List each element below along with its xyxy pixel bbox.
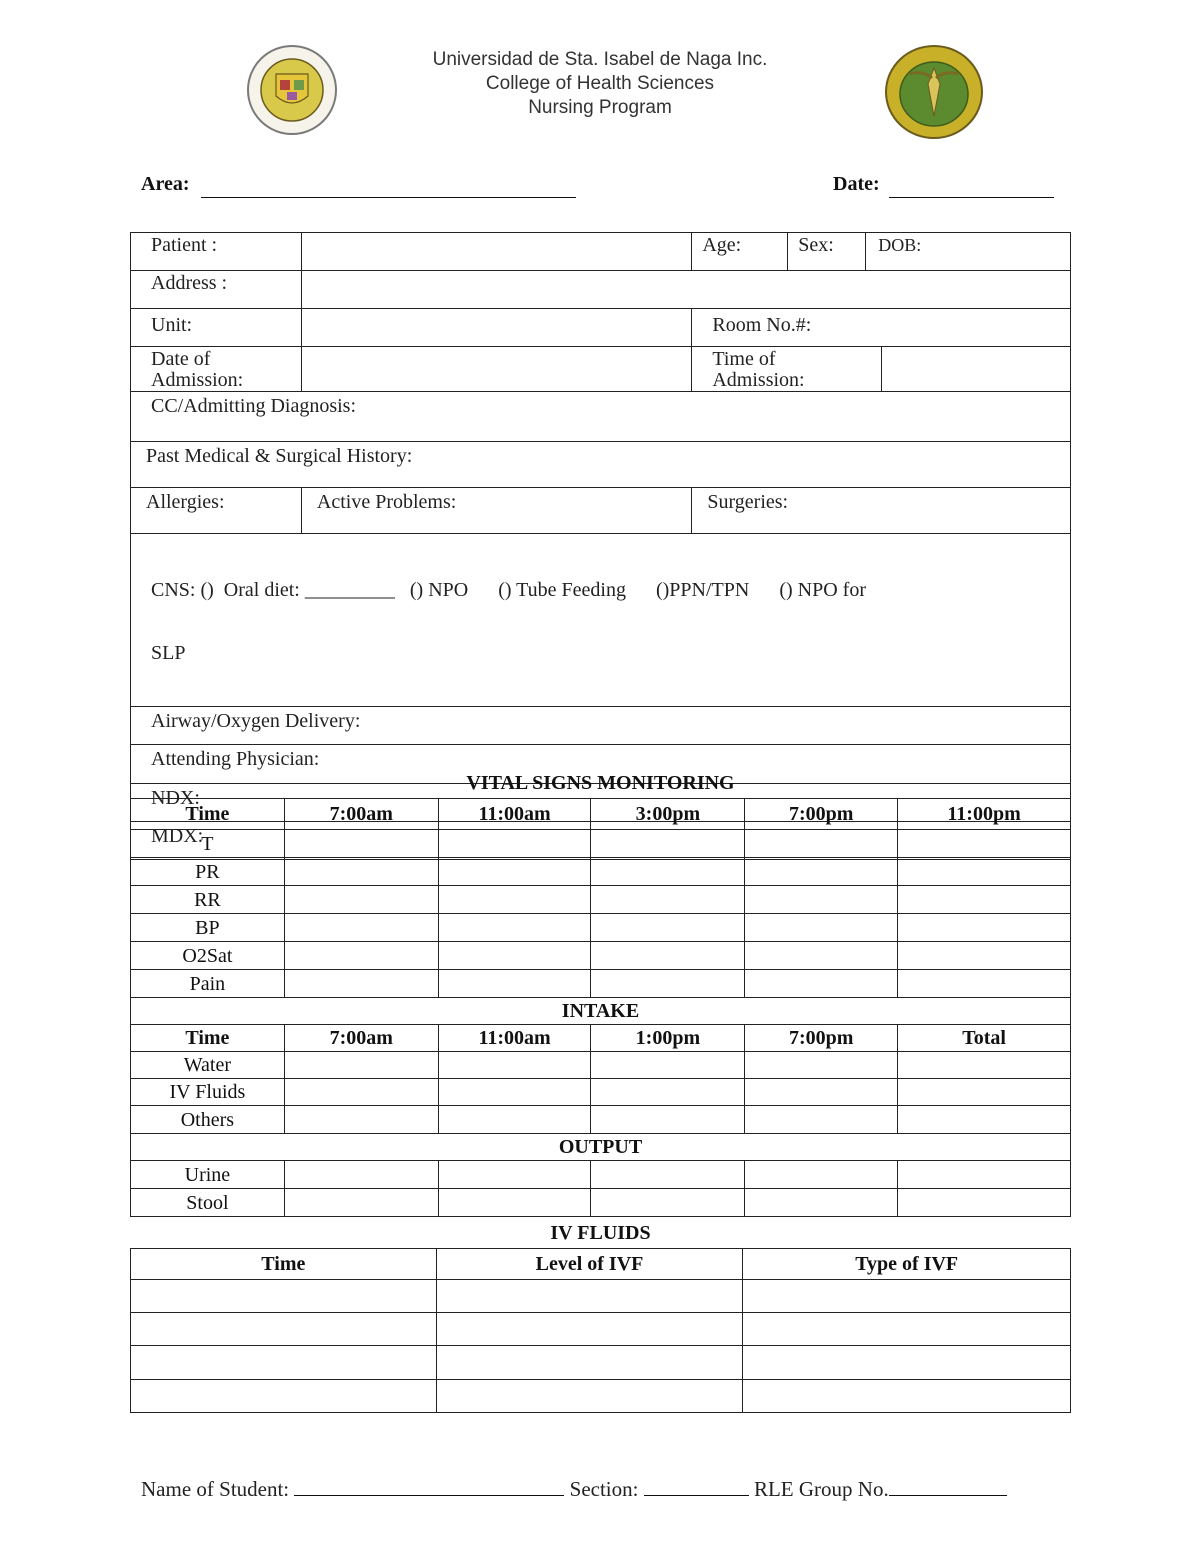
vs-cell[interactable] [898, 942, 1071, 970]
vs-cell[interactable] [898, 830, 1071, 858]
output-cell[interactable] [438, 1189, 591, 1217]
output-cell[interactable] [284, 1161, 438, 1189]
vs-cell[interactable] [591, 858, 745, 886]
vs-header-cell: 7:00am [284, 799, 438, 830]
vs-cell[interactable] [438, 886, 591, 914]
student-name-line[interactable] [294, 1477, 564, 1496]
airway-oxygen-delivery[interactable]: Airway/Oxygen Delivery: [131, 707, 1071, 745]
vs-row-pr [131, 858, 1071, 886]
vs-header-cell: 11:00pm [898, 799, 1071, 830]
ndx-field[interactable]: NDX: [131, 784, 1071, 822]
intake-header-cell: 7:00am [284, 1025, 438, 1052]
output-cell[interactable] [898, 1189, 1071, 1217]
time-of-admission-line2: Admission: [712, 369, 805, 391]
mdx-field[interactable]: MDX: [131, 822, 1071, 860]
ivf-cell[interactable] [743, 1280, 1071, 1313]
intake-cell[interactable] [438, 1106, 591, 1134]
intake-header-cell: 1:00pm [591, 1025, 745, 1052]
ivf-cell[interactable] [743, 1380, 1071, 1413]
ivf-cell[interactable] [131, 1313, 437, 1346]
intake-header-cell: Total [898, 1025, 1071, 1052]
intake-cell[interactable] [591, 1079, 745, 1106]
address-field[interactable] [301, 271, 1070, 309]
vs-row-t [131, 830, 1071, 858]
vs-row-pain [131, 970, 1071, 998]
unit-label: Unit: [131, 309, 302, 347]
iv-fluids-table [130, 1248, 1071, 1413]
ivf-cell[interactable] [131, 1346, 437, 1380]
vs-cell[interactable] [284, 942, 438, 970]
active-problems-field[interactable]: Active Problems: [301, 488, 691, 534]
sex-label: Sex: [788, 233, 866, 271]
ivf-cell[interactable] [743, 1313, 1071, 1346]
vs-cell[interactable] [898, 886, 1071, 914]
date-label: Date: [833, 173, 880, 195]
intake-header-row [131, 1025, 1071, 1052]
ivf-row [131, 1280, 1071, 1313]
intake-title: INTAKE [131, 998, 1071, 1025]
output-row-label: Urine [131, 1161, 285, 1189]
output-cell[interactable] [745, 1161, 898, 1189]
area-input-line[interactable] [201, 197, 576, 198]
output-row-label: Stool [131, 1189, 285, 1217]
output-cell[interactable] [284, 1189, 438, 1217]
student-footer [141, 1477, 1056, 1502]
intake-cell[interactable] [898, 1052, 1071, 1079]
allergies-field[interactable]: Allergies: [131, 488, 302, 534]
patient-info-table [130, 232, 1071, 860]
intake-header-cell: 7:00pm [745, 1025, 898, 1052]
vs-row-label: T [131, 830, 285, 858]
college-name: College of Health Sciences [485, 73, 715, 94]
date-of-admission-line2: Admission: [151, 369, 244, 391]
vs-cell[interactable] [898, 914, 1071, 942]
intake-row-label: Water [131, 1052, 285, 1079]
room-label: Room No.#: [692, 309, 1071, 347]
vs-cell[interactable] [745, 970, 898, 998]
vs-cell[interactable] [284, 970, 438, 998]
vs-cell[interactable] [745, 886, 898, 914]
vs-row-o2sat [131, 942, 1071, 970]
institution-name: Universidad de Sta. Isabel de Naga Inc. [432, 49, 768, 70]
vs-row-label: RR [131, 886, 285, 914]
intake-cell[interactable] [591, 1106, 745, 1134]
vs-row-label: O2Sat [131, 942, 285, 970]
rle-group-line[interactable] [889, 1477, 1007, 1496]
intake-cell[interactable] [898, 1106, 1071, 1134]
vs-row-label: Pain [131, 970, 285, 998]
cns-diet-options: CNS: () Oral diet: _________ () NPO () Tube Feeding ()PPN/TPN () NPO for [151, 579, 866, 601]
intake-row-label: IV Fluids [131, 1079, 285, 1106]
intake-cell[interactable] [745, 1106, 898, 1134]
vs-cell[interactable] [898, 858, 1071, 886]
cns-diet-row[interactable] [131, 534, 1071, 707]
vs-cell[interactable] [591, 830, 745, 858]
vital-signs-header-row [131, 799, 1071, 830]
cns-diet-slp: SLP [151, 642, 186, 664]
output-row-urine [131, 1161, 1071, 1189]
surgeries-field[interactable]: Surgeries: [692, 488, 1071, 534]
intake-cell[interactable] [745, 1079, 898, 1106]
date-of-admission-line1: Date of [151, 348, 211, 370]
intake-cell[interactable] [284, 1079, 438, 1106]
date-input-line[interactable] [889, 197, 1054, 198]
output-title: OUTPUT [131, 1134, 1071, 1161]
intake-row-iv-fluids [131, 1079, 1071, 1106]
attending-physician[interactable]: Attending Physician: [131, 745, 1071, 784]
student-name-label: Name of Student: [141, 1477, 290, 1501]
time-of-admission-line1: Time of [712, 348, 776, 370]
dob-label: DOB: [866, 233, 1071, 271]
ivf-row [131, 1346, 1071, 1380]
institution-header [0, 48, 1200, 120]
intake-row-label: Others [131, 1106, 285, 1134]
output-cell[interactable] [898, 1161, 1071, 1189]
ivf-header-time: Time [131, 1249, 437, 1280]
address-label: Address : [131, 271, 302, 309]
intake-cell[interactable] [284, 1106, 438, 1134]
intake-row-water [131, 1052, 1071, 1079]
vs-cell[interactable] [438, 914, 591, 942]
vs-cell[interactable] [284, 914, 438, 942]
ivf-header-type: Type of IVF [743, 1249, 1071, 1280]
intake-cell[interactable] [898, 1079, 1071, 1106]
ivf-row [131, 1380, 1071, 1413]
vs-row-bp [131, 914, 1071, 942]
ivf-header-level: Level of IVF [436, 1249, 743, 1280]
vs-cell[interactable] [745, 830, 898, 858]
section-label: Section: [569, 1477, 639, 1501]
intake-header-cell: Time [131, 1025, 285, 1052]
rle-group-label: RLE Group No. [753, 1477, 889, 1501]
date-of-admission-field[interactable] [301, 347, 691, 392]
college-of-nursing-logo [884, 44, 984, 140]
patient-label: Patient : [131, 233, 302, 271]
ivf-cell[interactable] [436, 1380, 743, 1413]
intake-cell[interactable] [438, 1052, 591, 1079]
vs-cell[interactable] [284, 858, 438, 886]
vs-row-label: BP [131, 914, 285, 942]
time-of-admission-label [692, 347, 882, 392]
vs-cell[interactable] [745, 914, 898, 942]
output-cell[interactable] [745, 1189, 898, 1217]
output-row-stool [131, 1189, 1071, 1217]
vs-cell[interactable] [745, 858, 898, 886]
vs-cell[interactable] [745, 942, 898, 970]
output-cell[interactable] [591, 1161, 745, 1189]
ivf-cell[interactable] [743, 1346, 1071, 1380]
iv-fluids-header-row [131, 1249, 1071, 1280]
cc-admitting-diagnosis[interactable]: CC/Admitting Diagnosis: [131, 392, 1071, 442]
vs-header-cell: 3:00pm [591, 799, 745, 830]
vs-cell[interactable] [438, 858, 591, 886]
ivf-row [131, 1313, 1071, 1346]
intake-cell[interactable] [438, 1079, 591, 1106]
vs-cell[interactable] [591, 970, 745, 998]
vs-row-label: PR [131, 858, 285, 886]
ivf-cell[interactable] [436, 1346, 743, 1380]
intake-cell[interactable] [591, 1052, 745, 1079]
ivf-cell[interactable] [131, 1380, 437, 1413]
vs-cell[interactable] [438, 970, 591, 998]
age-label: Age: [692, 233, 788, 271]
vs-cell[interactable] [438, 830, 591, 858]
patient-field[interactable] [301, 233, 691, 271]
intake-cell[interactable] [745, 1052, 898, 1079]
output-cell[interactable] [591, 1189, 745, 1217]
vs-cell[interactable] [284, 830, 438, 858]
intake-cell[interactable] [284, 1052, 438, 1079]
area-date-row [141, 173, 1056, 201]
ivf-cell[interactable] [436, 1313, 743, 1346]
intake-header-cell: 11:00am [438, 1025, 591, 1052]
vs-cell[interactable] [438, 942, 591, 970]
vs-header-cell: 11:00am [438, 799, 591, 830]
ivf-cell[interactable] [436, 1280, 743, 1313]
ivf-cell[interactable] [131, 1280, 437, 1313]
time-of-admission-field[interactable] [882, 347, 1071, 392]
vs-cell[interactable] [591, 914, 745, 942]
vs-cell[interactable] [591, 942, 745, 970]
vs-cell[interactable] [284, 886, 438, 914]
monitoring-table [130, 798, 1071, 1217]
program-name: Nursing Program [528, 97, 672, 118]
vital-signs-title: VITAL SIGNS MONITORING [466, 772, 735, 794]
output-cell[interactable] [438, 1161, 591, 1189]
vs-header-cell: 7:00pm [745, 799, 898, 830]
area-label: Area: [141, 173, 190, 195]
vs-header-cell: Time [131, 799, 285, 830]
vs-row-rr [131, 886, 1071, 914]
unit-field[interactable] [301, 309, 691, 347]
section-line[interactable] [644, 1477, 749, 1496]
date-of-admission-label [131, 347, 302, 392]
intake-row-others [131, 1106, 1071, 1134]
vs-cell[interactable] [591, 886, 745, 914]
past-medical-surgical-history[interactable]: Past Medical & Surgical History: [131, 442, 1071, 488]
vs-cell[interactable] [898, 970, 1071, 998]
iv-fluids-title: IV FLUIDS [550, 1222, 651, 1244]
